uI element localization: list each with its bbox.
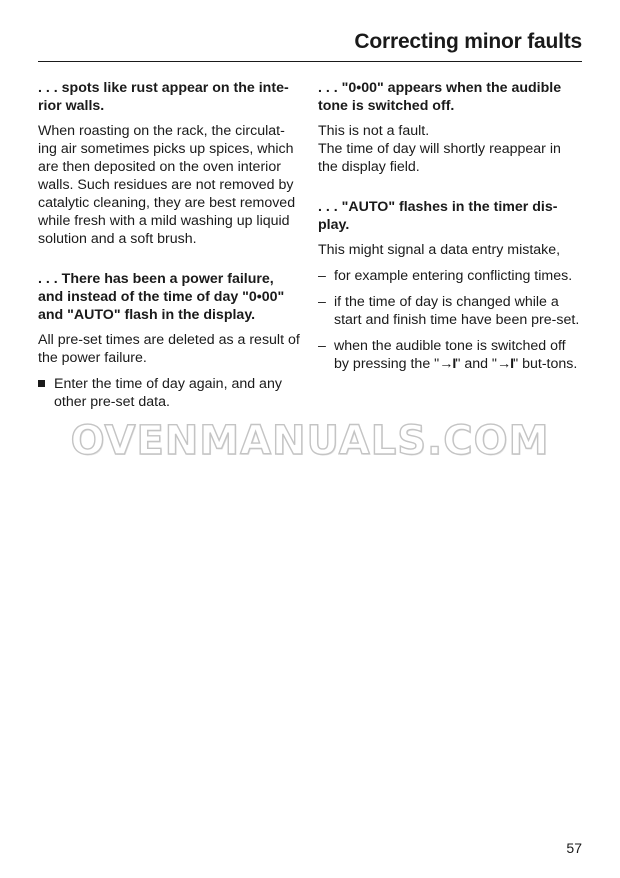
square-bullet-icon xyxy=(38,380,45,387)
section-body-line: This is not a fault. xyxy=(318,123,430,139)
timer-button-icon: →I xyxy=(439,356,456,372)
list-item xyxy=(318,293,580,329)
section-body: All pre-set times are deleted as a result of the power failure. xyxy=(38,332,300,366)
list-item xyxy=(38,375,300,411)
watermark: OVENMANUALS.COM xyxy=(70,418,550,464)
section-heading: . . . spots like rust appear on the inte-rior walls. xyxy=(38,80,289,114)
dash-bullet: – xyxy=(318,268,326,284)
list-item-text: for example entering conflicting times. xyxy=(334,268,573,284)
right-column xyxy=(318,79,580,395)
left-column xyxy=(38,79,300,433)
section-power-failure xyxy=(38,270,300,411)
section-heading: . . . There has been a power failure, and instead of the time of day "0•00" and "AUTO" flash in the display. xyxy=(38,271,285,323)
section-audible-tone xyxy=(318,79,580,176)
dash-bullet: – xyxy=(318,294,326,310)
list-item xyxy=(318,337,580,373)
text-part: " but-tons. xyxy=(513,356,578,372)
section-rust-spots xyxy=(38,79,300,248)
list-item xyxy=(318,267,580,285)
list-item-text: Enter the time of day again, and any other pre-set data. xyxy=(54,376,282,410)
page-number: 57 xyxy=(566,840,582,856)
section-body: When roasting on the rack, the circulat-ing air sometimes picks up spices, which are then deposited on the oven interior walls. Such residues are not removed by catalytic cleaning, they are best removed while fresh with a mild washing up liquid solution and a soft brush. xyxy=(38,123,296,247)
dash-bullet: – xyxy=(318,338,326,354)
list-item-text xyxy=(334,338,577,372)
text-part: when the audible tone is switched off by pressing the " xyxy=(334,338,566,372)
header-rule xyxy=(38,61,582,62)
section-body-line: The time of day will shortly reappear in the display field. xyxy=(318,141,561,175)
text-part: " and " xyxy=(455,356,497,372)
section-heading: . . . "AUTO" flashes in the timer dis-play. xyxy=(318,199,558,233)
timer-button-icon: →I xyxy=(496,356,514,372)
list-item-text: if the time of day is changed while a start and finish time have been pre-set. xyxy=(334,294,580,328)
section-heading: . . . "0•00" appears when the audible tone is switched off. xyxy=(318,80,562,114)
section-intro: This might signal a data entry mistake, xyxy=(318,242,561,258)
page-title: Correcting minor faults xyxy=(354,30,582,53)
section-auto-flashes xyxy=(318,198,580,373)
